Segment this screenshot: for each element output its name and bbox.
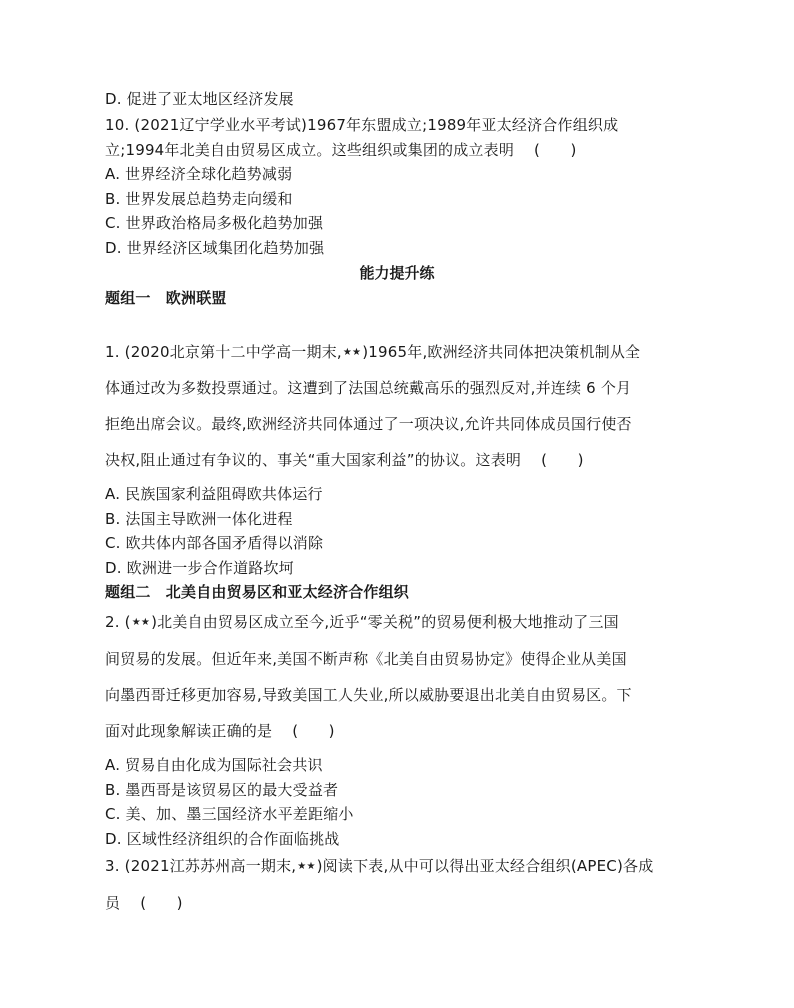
q1-answer-paren: ( ) bbox=[541, 451, 584, 469]
prev-question-option-d: D. 促进了亚太地区经济发展 bbox=[105, 90, 294, 108]
difficulty-star-icon: ★★ bbox=[297, 861, 316, 872]
q10-option-c: C. 世界政治格局多极化趋势加强 bbox=[105, 214, 324, 232]
section-title: 能力提升练 bbox=[359, 264, 435, 282]
q2-option-b: B. 墨西哥是该贸易区的最大受益者 bbox=[105, 781, 339, 799]
q3-stem-line2 bbox=[105, 892, 183, 913]
q10-option-b: B. 世界发展总趋势走向缓和 bbox=[105, 190, 293, 208]
q1-source: 1. (2020北京第十二中学高一期末, bbox=[105, 343, 342, 361]
q1-option-d: D. 欧洲进一步合作道路坎坷 bbox=[105, 559, 294, 577]
q10-option-d: D. 世界经济区域集团化趋势加强 bbox=[105, 239, 325, 257]
q10-option-a: A. 世界经济全球化趋势减弱 bbox=[105, 165, 293, 183]
q10-answer-paren: ( ) bbox=[534, 141, 577, 159]
q1-stem-line1 bbox=[105, 341, 640, 362]
q1-option-c: C. 欧共体内部各国矛盾得以消除 bbox=[105, 534, 324, 552]
q3-stem-line1 bbox=[105, 855, 653, 876]
q1-stem-text: )1965年,欧洲经济共同体把决策机制从全 bbox=[362, 343, 641, 361]
q3-answer-paren: ( ) bbox=[140, 894, 183, 912]
difficulty-star-icon: ★★ bbox=[342, 347, 362, 358]
q10-stem-line2 bbox=[105, 139, 577, 160]
q1-option-a: A. 民族国家利益阻碍欧共体运行 bbox=[105, 485, 323, 503]
q10-stem-line1: 10. (2021辽宁学业水平考试)1967年东盟成立;1989年亚太经济合作组织成 bbox=[105, 116, 619, 134]
q2-stem-text-end: 面对此现象解读正确的是 bbox=[105, 722, 273, 740]
q1-option-b: B. 法国主导欧洲一体化进程 bbox=[105, 510, 293, 528]
group1-title: 题组一 欧洲联盟 bbox=[105, 289, 227, 307]
q3-stem-text: )阅读下表,从中可以得出亚太经合组织(APEC)各成 bbox=[316, 857, 654, 875]
difficulty-star-icon: ★★ bbox=[131, 617, 151, 628]
q3-source: 3. (2021江苏苏州高一期末, bbox=[105, 857, 297, 875]
q10-stem-text: 立;1994年北美自由贸易区成立。这些组织或集团的成立表明 bbox=[105, 141, 515, 159]
q2-stem-line4 bbox=[105, 720, 335, 741]
q2-answer-paren: ( ) bbox=[292, 722, 335, 740]
q2-option-d: D. 区域性经济组织的合作面临挑战 bbox=[105, 830, 340, 848]
q2-stem-line1 bbox=[105, 611, 619, 632]
q2-option-c: C. 美、加、墨三国经济水平差距缩小 bbox=[105, 805, 354, 823]
q2-option-a: A. 贸易自由化成为国际社会共识 bbox=[105, 756, 323, 774]
q1-stem-line3: 拒绝出席会议。最终,欧洲经济共同体通过了一项决议,允许共同体成员国行使否 bbox=[105, 415, 632, 433]
q2-stem-line3: 向墨西哥迁移更加容易,导致美国工人失业,所以威胁要退出北美自由贸易区。下 bbox=[105, 686, 632, 704]
q1-stem-line4 bbox=[105, 449, 584, 470]
q3-stem-text-end: 员 bbox=[105, 894, 121, 912]
q2-stem-line2: 间贸易的发展。但近年来,美国不断声称《北美自由贸易协定》使得企业从美国 bbox=[105, 650, 627, 668]
q1-stem-line2: 体通过改为多数投票通过。这遭到了法国总统戴高乐的强烈反对,并连续 6 个月 bbox=[105, 379, 632, 397]
q2-source: 2. ( bbox=[105, 613, 131, 631]
q1-stem-text-end: 决权,阻止通过有争议的、事关“重大国家利益”的协议。这表明 bbox=[105, 451, 522, 469]
group2-title: 题组二 北美自由贸易区和亚太经济合作组织 bbox=[105, 583, 410, 601]
q2-stem-text: )北美自由贸易区成立至今,近乎“零关税”的贸易便利极大地推动了三国 bbox=[151, 613, 619, 631]
